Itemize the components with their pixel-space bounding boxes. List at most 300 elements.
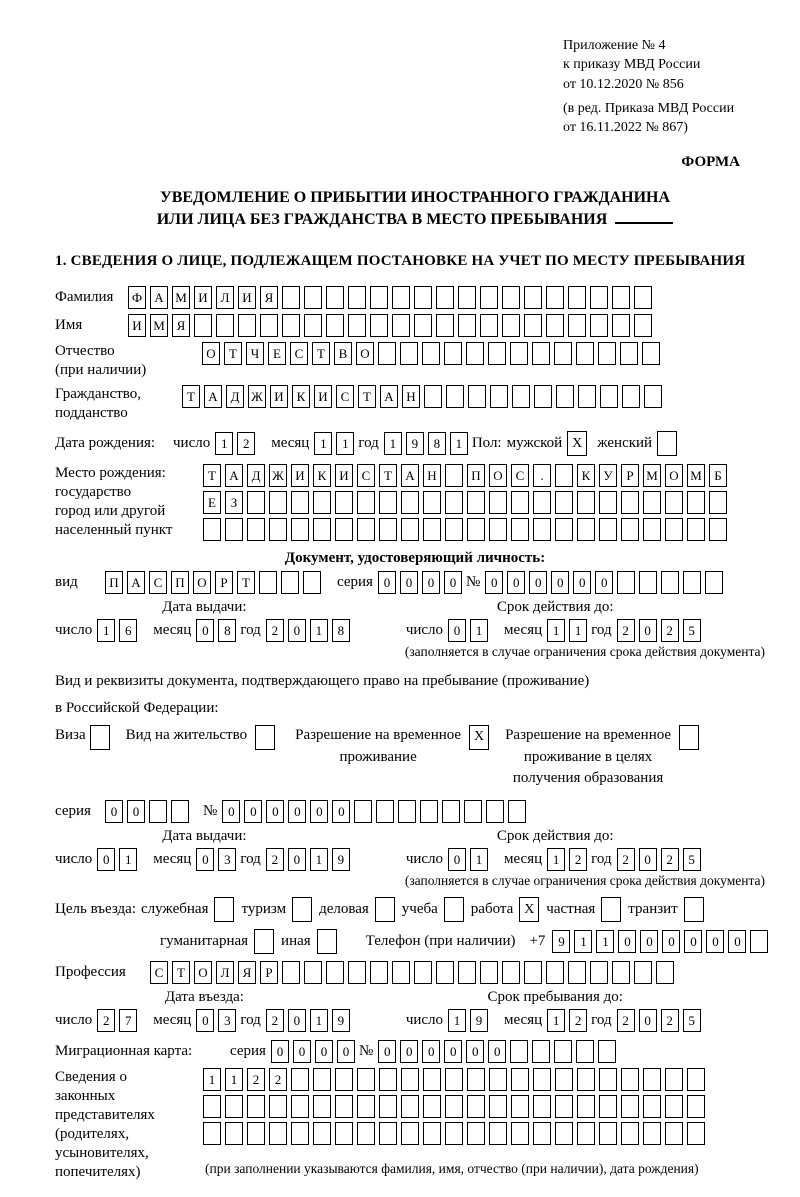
char-cell[interactable]: [259, 571, 277, 594]
char-cell[interactable]: 5: [683, 619, 701, 642]
char-cell[interactable]: 0: [639, 848, 657, 871]
char-cell[interactable]: [203, 518, 221, 541]
char-cell[interactable]: [620, 342, 638, 365]
char-cell[interactable]: [260, 314, 278, 337]
char-cell[interactable]: М: [172, 286, 190, 309]
char-cell[interactable]: [291, 1122, 309, 1145]
char-cell[interactable]: 0: [288, 1009, 306, 1032]
char-cell[interactable]: 0: [448, 619, 466, 642]
char-cell[interactable]: [203, 1122, 221, 1145]
char-cell[interactable]: М: [150, 314, 168, 337]
char-cell[interactable]: П: [105, 571, 123, 594]
char-cell[interactable]: [599, 1122, 617, 1145]
char-cell[interactable]: [335, 518, 353, 541]
char-cell[interactable]: Ж: [248, 385, 266, 408]
char-cell[interactable]: С: [150, 961, 168, 984]
char-cell[interactable]: [568, 961, 586, 984]
char-cell[interactable]: Т: [312, 342, 330, 365]
char-cell[interactable]: [687, 491, 705, 514]
char-cell[interactable]: 1: [225, 1068, 243, 1091]
char-cell[interactable]: [617, 571, 635, 594]
char-cell[interactable]: [303, 571, 321, 594]
char-cell[interactable]: [348, 961, 366, 984]
char-cell[interactable]: [687, 518, 705, 541]
char-cell[interactable]: И: [238, 286, 256, 309]
char-cell[interactable]: [269, 518, 287, 541]
char-cell[interactable]: [533, 491, 551, 514]
char-cell[interactable]: [621, 518, 639, 541]
char-cell[interactable]: [313, 1122, 331, 1145]
char-cell[interactable]: [599, 518, 617, 541]
char-cell[interactable]: [532, 1040, 550, 1063]
char-cell[interactable]: [423, 491, 441, 514]
char-cell[interactable]: [598, 342, 616, 365]
char-cell[interactable]: Л: [216, 286, 234, 309]
char-cell[interactable]: [357, 491, 375, 514]
char-cell[interactable]: 2: [247, 1068, 265, 1091]
char-cell[interactable]: [379, 1068, 397, 1091]
char-cell[interactable]: [445, 491, 463, 514]
char-cell[interactable]: [656, 961, 674, 984]
char-cell[interactable]: 0: [378, 1040, 396, 1063]
char-cell[interactable]: [225, 1095, 243, 1118]
char-cell[interactable]: 1: [450, 432, 468, 455]
char-cell[interactable]: О: [665, 464, 683, 487]
char-cell[interactable]: И: [314, 385, 332, 408]
char-cell[interactable]: [379, 491, 397, 514]
char-cell[interactable]: Т: [224, 342, 242, 365]
visa-checkbox[interactable]: [90, 725, 110, 750]
char-cell[interactable]: [486, 800, 504, 823]
char-cell[interactable]: [489, 1095, 507, 1118]
char-cell[interactable]: 9: [332, 1009, 350, 1032]
char-cell[interactable]: 0: [448, 848, 466, 871]
char-cell[interactable]: Р: [621, 464, 639, 487]
char-cell[interactable]: 0: [105, 800, 123, 823]
char-cell[interactable]: [490, 385, 508, 408]
char-cell[interactable]: И: [128, 314, 146, 337]
char-cell[interactable]: 1: [448, 1009, 466, 1032]
char-cell[interactable]: [466, 342, 484, 365]
char-cell[interactable]: [643, 1122, 661, 1145]
char-cell[interactable]: [444, 342, 462, 365]
char-cell[interactable]: [554, 1040, 572, 1063]
char-cell[interactable]: [665, 1122, 683, 1145]
char-cell[interactable]: [511, 518, 529, 541]
char-cell[interactable]: [511, 1095, 529, 1118]
char-cell[interactable]: [378, 342, 396, 365]
char-cell[interactable]: [555, 464, 573, 487]
char-cell[interactable]: 2: [266, 1009, 284, 1032]
char-cell[interactable]: [705, 571, 723, 594]
char-cell[interactable]: С: [511, 464, 529, 487]
char-cell[interactable]: [354, 800, 372, 823]
char-cell[interactable]: 9: [406, 432, 424, 455]
char-cell[interactable]: [621, 1095, 639, 1118]
char-cell[interactable]: 9: [332, 848, 350, 871]
char-cell[interactable]: К: [577, 464, 595, 487]
char-cell[interactable]: 0: [196, 1009, 214, 1032]
char-cell[interactable]: [401, 1095, 419, 1118]
char-cell[interactable]: 0: [288, 800, 306, 823]
char-cell[interactable]: Е: [268, 342, 286, 365]
entry-purpose-checkbox[interactable]: [444, 897, 464, 922]
entry-purpose-checkbox[interactable]: [601, 897, 621, 922]
char-cell[interactable]: А: [127, 571, 145, 594]
char-cell[interactable]: [379, 518, 397, 541]
sex-female-checkbox[interactable]: [657, 431, 677, 456]
char-cell[interactable]: [269, 1095, 287, 1118]
char-cell[interactable]: [665, 1095, 683, 1118]
char-cell[interactable]: [556, 385, 574, 408]
char-cell[interactable]: И: [194, 286, 212, 309]
char-cell[interactable]: О: [202, 342, 220, 365]
char-cell[interactable]: 5: [683, 848, 701, 871]
char-cell[interactable]: [370, 961, 388, 984]
char-cell[interactable]: У: [599, 464, 617, 487]
char-cell[interactable]: [489, 1122, 507, 1145]
char-cell[interactable]: [304, 314, 322, 337]
char-cell[interactable]: [247, 1095, 265, 1118]
char-cell[interactable]: [577, 1095, 595, 1118]
char-cell[interactable]: [683, 571, 701, 594]
char-cell[interactable]: [238, 314, 256, 337]
char-cell[interactable]: [376, 800, 394, 823]
char-cell[interactable]: [687, 1095, 705, 1118]
char-cell[interactable]: 0: [332, 800, 350, 823]
char-cell[interactable]: [398, 800, 416, 823]
char-cell[interactable]: Д: [247, 464, 265, 487]
char-cell[interactable]: 2: [269, 1068, 287, 1091]
char-cell[interactable]: [643, 518, 661, 541]
char-cell[interactable]: 1: [596, 930, 614, 953]
char-cell[interactable]: [590, 314, 608, 337]
char-cell[interactable]: 1: [547, 848, 565, 871]
char-cell[interactable]: 9: [470, 1009, 488, 1032]
char-cell[interactable]: К: [292, 385, 310, 408]
char-cell[interactable]: [643, 491, 661, 514]
char-cell[interactable]: 0: [639, 619, 657, 642]
char-cell[interactable]: [489, 518, 507, 541]
char-cell[interactable]: [502, 961, 520, 984]
char-cell[interactable]: 8: [332, 619, 350, 642]
entry-purpose-checkbox[interactable]: [254, 929, 274, 954]
char-cell[interactable]: 0: [640, 930, 658, 953]
char-cell[interactable]: [379, 1122, 397, 1145]
char-cell[interactable]: 0: [271, 1040, 289, 1063]
char-cell[interactable]: [149, 800, 167, 823]
char-cell[interactable]: О: [356, 342, 374, 365]
char-cell[interactable]: 2: [617, 619, 635, 642]
char-cell[interactable]: [489, 491, 507, 514]
temp-permit-checkbox[interactable]: X: [469, 725, 489, 750]
char-cell[interactable]: 0: [444, 1040, 462, 1063]
char-cell[interactable]: [446, 385, 464, 408]
char-cell[interactable]: [533, 1068, 551, 1091]
char-cell[interactable]: [599, 1068, 617, 1091]
char-cell[interactable]: Р: [260, 961, 278, 984]
char-cell[interactable]: 2: [97, 1009, 115, 1032]
char-cell[interactable]: 0: [529, 571, 547, 594]
char-cell[interactable]: 1: [97, 619, 115, 642]
char-cell[interactable]: 0: [444, 571, 462, 594]
entry-purpose-checkbox[interactable]: X: [519, 897, 539, 922]
char-cell[interactable]: [622, 385, 640, 408]
char-cell[interactable]: [687, 1068, 705, 1091]
char-cell[interactable]: И: [291, 464, 309, 487]
char-cell[interactable]: 2: [617, 1009, 635, 1032]
char-cell[interactable]: 1: [547, 619, 565, 642]
char-cell[interactable]: [357, 1122, 375, 1145]
char-cell[interactable]: В: [334, 342, 352, 365]
char-cell[interactable]: 0: [337, 1040, 355, 1063]
char-cell[interactable]: Ф: [128, 286, 146, 309]
char-cell[interactable]: 1: [215, 432, 233, 455]
char-cell[interactable]: Я: [238, 961, 256, 984]
char-cell[interactable]: [533, 518, 551, 541]
char-cell[interactable]: [555, 1068, 573, 1091]
char-cell[interactable]: А: [150, 286, 168, 309]
char-cell[interactable]: [423, 1095, 441, 1118]
char-cell[interactable]: И: [270, 385, 288, 408]
char-cell[interactable]: [546, 961, 564, 984]
char-cell[interactable]: И: [335, 464, 353, 487]
char-cell[interactable]: [436, 961, 454, 984]
char-cell[interactable]: [577, 491, 595, 514]
char-cell[interactable]: [467, 1068, 485, 1091]
char-cell[interactable]: [171, 800, 189, 823]
char-cell[interactable]: 0: [97, 848, 115, 871]
char-cell[interactable]: [436, 286, 454, 309]
char-cell[interactable]: О: [193, 571, 211, 594]
char-cell[interactable]: [392, 314, 410, 337]
char-cell[interactable]: Д: [226, 385, 244, 408]
char-cell[interactable]: [524, 286, 542, 309]
char-cell[interactable]: [533, 1122, 551, 1145]
entry-purpose-checkbox[interactable]: [214, 897, 234, 922]
char-cell[interactable]: А: [401, 464, 419, 487]
char-cell[interactable]: 0: [288, 848, 306, 871]
char-cell[interactable]: [555, 491, 573, 514]
char-cell[interactable]: [480, 961, 498, 984]
char-cell[interactable]: [392, 286, 410, 309]
char-cell[interactable]: Е: [203, 491, 221, 514]
char-cell[interactable]: [225, 1122, 243, 1145]
char-cell[interactable]: [642, 342, 660, 365]
char-cell[interactable]: О: [194, 961, 212, 984]
char-cell[interactable]: С: [149, 571, 167, 594]
char-cell[interactable]: [467, 491, 485, 514]
char-cell[interactable]: Т: [172, 961, 190, 984]
char-cell[interactable]: [414, 286, 432, 309]
char-cell[interactable]: 3: [218, 848, 236, 871]
char-cell[interactable]: 1: [470, 619, 488, 642]
char-cell[interactable]: [634, 314, 652, 337]
char-cell[interactable]: [269, 491, 287, 514]
char-cell[interactable]: 1: [569, 619, 587, 642]
char-cell[interactable]: [612, 314, 630, 337]
char-cell[interactable]: [750, 930, 768, 953]
char-cell[interactable]: [445, 1068, 463, 1091]
char-cell[interactable]: [555, 518, 573, 541]
char-cell[interactable]: [401, 491, 419, 514]
char-cell[interactable]: П: [467, 464, 485, 487]
char-cell[interactable]: 0: [488, 1040, 506, 1063]
char-cell[interactable]: Н: [402, 385, 420, 408]
char-cell[interactable]: А: [204, 385, 222, 408]
char-cell[interactable]: [401, 1122, 419, 1145]
char-cell[interactable]: [326, 286, 344, 309]
char-cell[interactable]: Я: [172, 314, 190, 337]
char-cell[interactable]: 0: [288, 619, 306, 642]
char-cell[interactable]: [510, 1040, 528, 1063]
char-cell[interactable]: [510, 342, 528, 365]
char-cell[interactable]: 2: [661, 848, 679, 871]
char-cell[interactable]: [467, 1122, 485, 1145]
char-cell[interactable]: Л: [216, 961, 234, 984]
char-cell[interactable]: 1: [547, 1009, 565, 1032]
char-cell[interactable]: [445, 464, 463, 487]
char-cell[interactable]: [401, 518, 419, 541]
char-cell[interactable]: [534, 385, 552, 408]
char-cell[interactable]: 1: [310, 848, 328, 871]
char-cell[interactable]: О: [489, 464, 507, 487]
char-cell[interactable]: [639, 571, 657, 594]
entry-purpose-checkbox[interactable]: [317, 929, 337, 954]
char-cell[interactable]: [225, 518, 243, 541]
char-cell[interactable]: 2: [266, 848, 284, 871]
char-cell[interactable]: [281, 571, 299, 594]
char-cell[interactable]: [282, 286, 300, 309]
char-cell[interactable]: Ж: [269, 464, 287, 487]
char-cell[interactable]: [568, 314, 586, 337]
char-cell[interactable]: 0: [196, 848, 214, 871]
char-cell[interactable]: 2: [237, 432, 255, 455]
char-cell[interactable]: Н: [423, 464, 441, 487]
char-cell[interactable]: 0: [196, 619, 214, 642]
char-cell[interactable]: 1: [310, 1009, 328, 1032]
char-cell[interactable]: [578, 385, 596, 408]
char-cell[interactable]: [665, 518, 683, 541]
char-cell[interactable]: [445, 1122, 463, 1145]
char-cell[interactable]: [665, 1068, 683, 1091]
char-cell[interactable]: 0: [400, 1040, 418, 1063]
char-cell[interactable]: [621, 491, 639, 514]
char-cell[interactable]: [511, 491, 529, 514]
char-cell[interactable]: [532, 342, 550, 365]
char-cell[interactable]: [546, 314, 564, 337]
char-cell[interactable]: [600, 385, 618, 408]
char-cell[interactable]: [357, 1068, 375, 1091]
char-cell[interactable]: Т: [237, 571, 255, 594]
char-cell[interactable]: [480, 286, 498, 309]
sex-male-checkbox[interactable]: X: [567, 431, 587, 456]
char-cell[interactable]: 0: [422, 1040, 440, 1063]
char-cell[interactable]: 2: [661, 619, 679, 642]
char-cell[interactable]: [554, 342, 572, 365]
char-cell[interactable]: [282, 961, 300, 984]
char-cell[interactable]: [414, 314, 432, 337]
char-cell[interactable]: [335, 1122, 353, 1145]
char-cell[interactable]: [467, 1095, 485, 1118]
char-cell[interactable]: [247, 1122, 265, 1145]
char-cell[interactable]: 0: [244, 800, 262, 823]
char-cell[interactable]: [612, 286, 630, 309]
char-cell[interactable]: [577, 1122, 595, 1145]
char-cell[interactable]: [291, 518, 309, 541]
char-cell[interactable]: С: [336, 385, 354, 408]
char-cell[interactable]: 0: [639, 1009, 657, 1032]
char-cell[interactable]: 0: [310, 800, 328, 823]
char-cell[interactable]: [445, 518, 463, 541]
char-cell[interactable]: [313, 518, 331, 541]
char-cell[interactable]: [512, 385, 530, 408]
char-cell[interactable]: [304, 961, 322, 984]
char-cell[interactable]: 0: [485, 571, 503, 594]
char-cell[interactable]: [468, 385, 486, 408]
char-cell[interactable]: [313, 1095, 331, 1118]
char-cell[interactable]: А: [380, 385, 398, 408]
char-cell[interactable]: [612, 961, 630, 984]
char-cell[interactable]: Р: [215, 571, 233, 594]
char-cell[interactable]: [634, 286, 652, 309]
char-cell[interactable]: 2: [569, 1009, 587, 1032]
char-cell[interactable]: [621, 1122, 639, 1145]
char-cell[interactable]: [576, 342, 594, 365]
char-cell[interactable]: К: [313, 464, 331, 487]
char-cell[interactable]: [598, 1040, 616, 1063]
char-cell[interactable]: [304, 286, 322, 309]
char-cell[interactable]: 0: [507, 571, 525, 594]
char-cell[interactable]: [291, 491, 309, 514]
char-cell[interactable]: [414, 961, 432, 984]
char-cell[interactable]: Т: [182, 385, 200, 408]
char-cell[interactable]: [401, 1068, 419, 1091]
char-cell[interactable]: 6: [119, 619, 137, 642]
char-cell[interactable]: [423, 518, 441, 541]
char-cell[interactable]: [709, 518, 727, 541]
char-cell[interactable]: [348, 286, 366, 309]
char-cell[interactable]: [247, 518, 265, 541]
char-cell[interactable]: [400, 342, 418, 365]
char-cell[interactable]: Б: [709, 464, 727, 487]
char-cell[interactable]: [590, 961, 608, 984]
char-cell[interactable]: [423, 1122, 441, 1145]
char-cell[interactable]: 0: [728, 930, 746, 953]
char-cell[interactable]: 2: [266, 619, 284, 642]
char-cell[interactable]: [379, 1095, 397, 1118]
char-cell[interactable]: 0: [551, 571, 569, 594]
char-cell[interactable]: 0: [706, 930, 724, 953]
char-cell[interactable]: [348, 314, 366, 337]
char-cell[interactable]: 7: [119, 1009, 137, 1032]
char-cell[interactable]: 5: [683, 1009, 701, 1032]
char-cell[interactable]: 0: [266, 800, 284, 823]
char-cell[interactable]: [423, 1068, 441, 1091]
char-cell[interactable]: 0: [466, 1040, 484, 1063]
char-cell[interactable]: 3: [218, 1009, 236, 1032]
char-cell[interactable]: [458, 961, 476, 984]
char-cell[interactable]: З: [225, 491, 243, 514]
char-cell[interactable]: [555, 1122, 573, 1145]
char-cell[interactable]: С: [290, 342, 308, 365]
char-cell[interactable]: [420, 800, 438, 823]
char-cell[interactable]: [335, 1095, 353, 1118]
char-cell[interactable]: [194, 314, 212, 337]
char-cell[interactable]: .: [533, 464, 551, 487]
char-cell[interactable]: [313, 1068, 331, 1091]
char-cell[interactable]: 0: [400, 571, 418, 594]
